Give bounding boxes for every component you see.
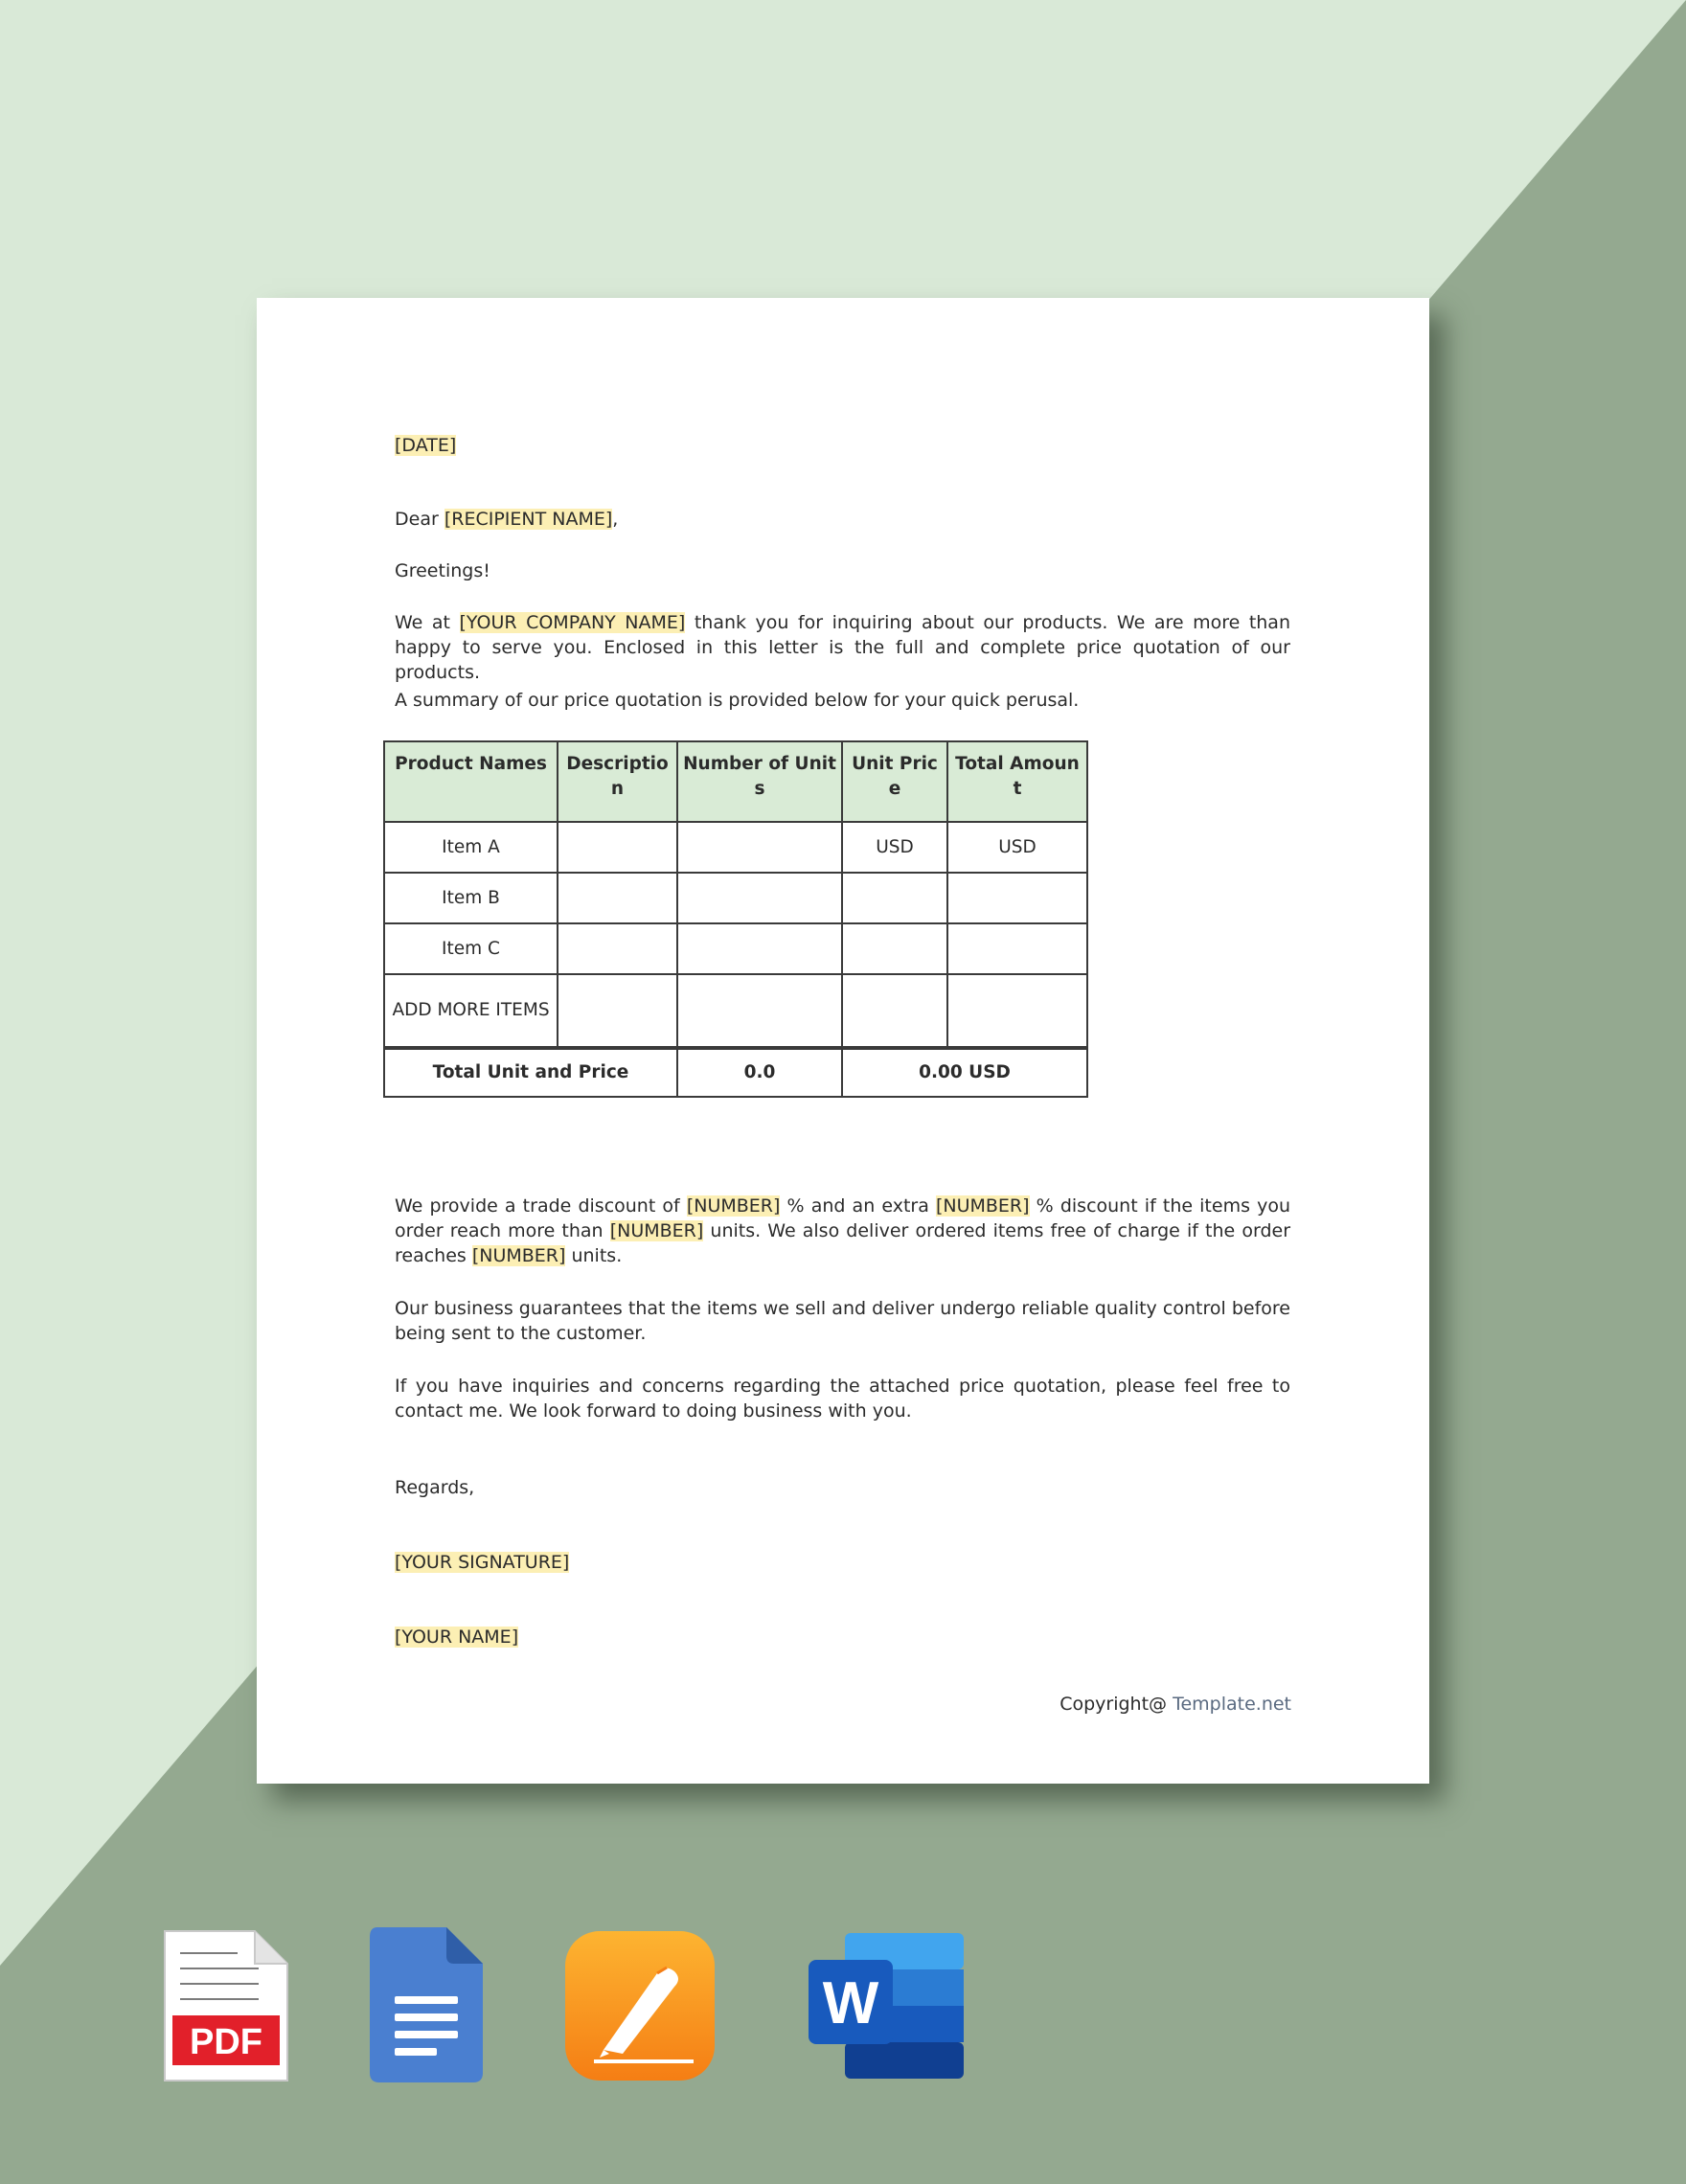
word-icon-label: W [822,1970,879,2036]
table-cell [947,923,1087,974]
number-placeholder: [NUMBER] [935,1195,1030,1217]
table-row [384,822,1087,873]
total-price: 0.00 USD [842,1048,1087,1097]
closing: Regards, [395,1477,475,1498]
document-page [257,298,1429,1784]
table-cell: Item A [384,822,558,873]
header-number-of-units: Number of Units [677,741,842,822]
intro-prefix: We at [395,612,460,633]
google-docs-icon[interactable] [370,1927,483,2082]
table-header-row [384,741,1087,822]
table-cell: USD [842,822,947,873]
intro-rest: thank you for inquiring about our products. We are more than happy to serve you. Enclosed in this letter is the full and complete price quotation of our products. [395,612,1290,683]
copyright-site: Template.net [1173,1694,1291,1715]
number-placeholder: [NUMBER] [609,1220,704,1241]
table-cell [677,822,842,873]
table-cell: USD [947,822,1087,873]
table-cell [842,873,947,923]
table-cell [677,923,842,974]
recipient-placeholder: [RECIPIENT NAME] [444,509,613,530]
microsoft-word-icon[interactable] [809,1933,964,2079]
table-cell [677,974,842,1048]
pdf-icon[interactable] [163,1929,289,2082]
price-quotation-table [383,740,1088,1098]
header-total-amount: Total Amount [947,741,1087,822]
signature-highlight: [YOUR SIGNATURE] [395,1552,570,1573]
pdf-icon-label: PDF [190,2022,262,2062]
inquiries-paragraph: If you have inquiries and concerns regarding the attached price quotation, please feel free to contact me. We look forward to doing business with you. [395,1376,1290,1422]
name-placeholder [395,1625,518,1649]
discount-text: units. [565,1245,623,1266]
table-cell: Item B [384,873,558,923]
discount-text: We provide a trade discount of [395,1195,687,1217]
salutation-suffix: , [612,509,619,530]
summary-line: A summary of our price quotation is provided below for your quick perusal. [395,690,1080,711]
guarantee-paragraph: Our business guarantees that the items we sell and deliver undergo reliable quality control before being sent to the customer. [395,1298,1290,1344]
table-cell: ADD MORE ITEMS [384,974,558,1048]
table-cell [558,822,677,873]
copyright-label: Copyright@ [1059,1694,1173,1715]
table-cell [558,873,677,923]
table-row [384,974,1087,1048]
total-units: 0.0 [677,1048,842,1097]
intro-paragraph [395,610,1290,685]
discount-text: % discount if the items you order reach more than [395,1195,1291,1241]
name-highlight: [YOUR NAME] [395,1627,519,1648]
table-total-row [384,1048,1087,1097]
table-cell [842,923,947,974]
table-cell [947,873,1087,923]
copyright-line [1059,1694,1291,1715]
salutation-prefix: Dear [395,509,444,530]
table-cell [947,974,1087,1048]
header-description: Descriptio n [558,741,677,822]
number-placeholder: [NUMBER] [686,1195,781,1217]
table-row [384,923,1087,974]
discount-text: units. We also deliver ordered items free of charge if the order reaches [395,1220,1290,1266]
date-placeholder [395,433,456,458]
total-label: Total Unit and Price [384,1048,677,1097]
header-product-names: Product Names [384,741,558,822]
salutation [395,507,618,532]
discount-text: % and an extra [780,1195,936,1217]
greeting: Greetings! [395,560,490,581]
date-highlight: [DATE] [395,435,457,456]
table-cell [558,974,677,1048]
discount-paragraph [395,1194,1290,1268]
header-unit-price: Unit Price [842,741,947,822]
table-cell: Item C [384,923,558,974]
table-cell [677,873,842,923]
table-cell [842,974,947,1048]
table-cell [558,923,677,974]
company-placeholder: [YOUR COMPANY NAME] [459,612,686,633]
number-placeholder: [NUMBER] [471,1245,566,1266]
signature-placeholder [395,1550,569,1575]
apple-pages-icon[interactable] [565,1931,715,2081]
table-row [384,873,1087,923]
